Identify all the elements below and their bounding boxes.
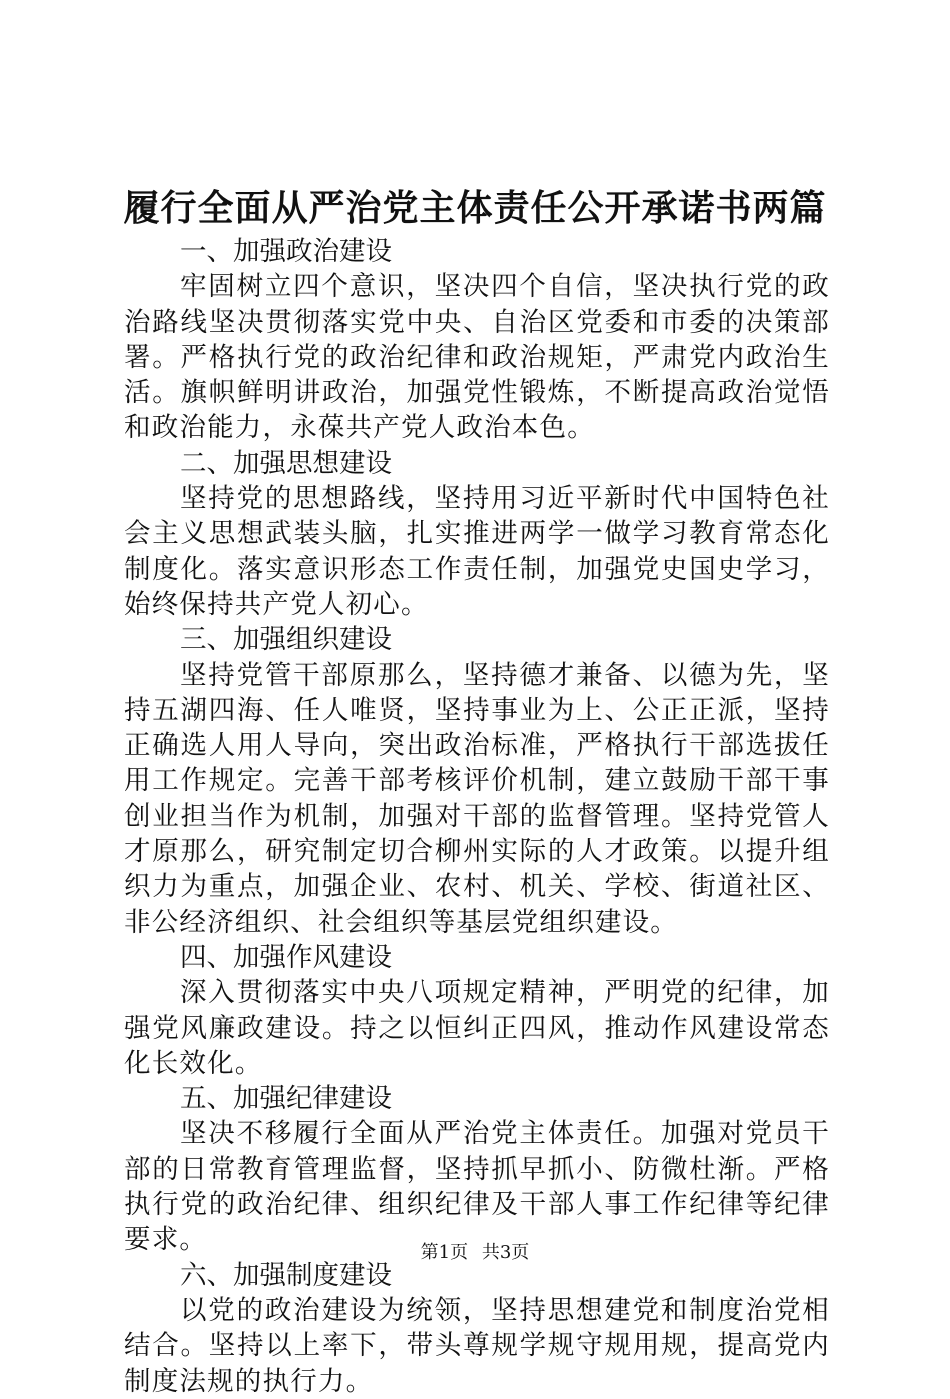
section-paragraph-3: 坚持党管干部原那么，坚持德才兼备、以德为先，坚持五湖四海、任人唯贤，坚持事业为上、公正正派，坚持正确选人用人导向，突出政治标准，严格执行干部选拔任用工作规定。完善干部考核评价机制，建立鼓励干部干事创业担当作为机制，加强对干部的监督管理。坚持党管人才原那么，研究制定切合柳州实际的人才政策。以提升组织力为重点，加强企业、农村、机关、学校、街道社区、非公经济组织、社会组织等基层党组织建设。 xyxy=(124,659,830,938)
section-paragraph-6: 以党的政治建设为统领，坚持思想建党和制度治党相结合。坚持以上率下，带头尊规学规守规用规，提高党内制度法规的执行力。 xyxy=(124,1294,830,1397)
page-total: 共3页 xyxy=(481,1242,530,1263)
page-footer xyxy=(0,1241,950,1265)
section-paragraph-2: 坚持党的思想路线，坚持用习近平新时代中国特色社会主义思想武装头脑，扎实推进两学一做学习教育常态化制度化。落实意识形态工作责任制，加强党史国史学习，始终保持共产党人初心。 xyxy=(124,483,830,620)
document-body xyxy=(124,234,830,1399)
section-heading-4: 四、加强作风建设 xyxy=(180,941,392,973)
section-paragraph-5: 坚决不移履行全面从严治党主体责任。加强对党员干部的日常教育管理监督，坚持抓早抓小、防微杜渐。严格执行党的政治纪律、组织纪律及干部人事工作纪律等纪律要求。 xyxy=(124,1118,830,1256)
section-paragraph-4: 深入贯彻落实中央八项规定精神，严明党的纪律，加强党风廉政建设。持之以恒纠正四风，推动作风建设常态化长效化。 xyxy=(124,977,830,1079)
document-title: 履行全面从严治党主体责任公开承诺书两篇 xyxy=(123,187,827,229)
section-heading-3: 三、加强组织建设 xyxy=(180,624,392,656)
section-heading-1: 一、加强政治建设 xyxy=(180,236,392,267)
section-paragraph-1: 牢固树立四个意识，坚决四个自信，坚决执行党的政治路线坚决贯彻落实党中央、自治区党委和市委的决策部署。严格执行党的政治纪律和政治规矩，严肃党内政治生活。旗帜鲜明讲政治，加强党性锻炼，不断提高政治觉悟和政治能力，永葆共产党人政治本色。 xyxy=(124,271,830,444)
page-number: 第1页 xyxy=(420,1242,469,1263)
section-heading-5: 五、加强纪律建设 xyxy=(180,1083,392,1115)
section-heading-2: 二、加强思想建设 xyxy=(180,447,392,479)
section-heading-6: 六、加强制度建设 xyxy=(180,1259,392,1291)
